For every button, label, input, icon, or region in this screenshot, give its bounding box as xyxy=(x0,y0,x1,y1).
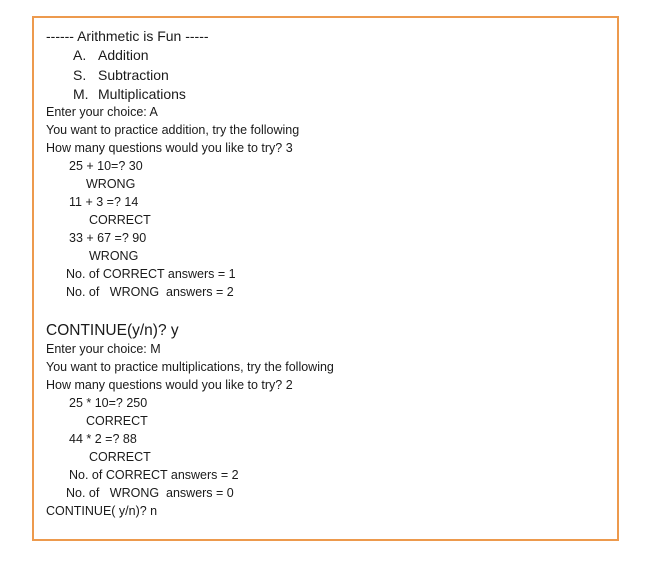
session2-result-1: CORRECT xyxy=(86,414,148,428)
session1-howmany: How many questions would you like to try? 3 xyxy=(46,141,293,155)
session2-howmany: How many questions would you like to try? 2 xyxy=(46,378,293,392)
session1-result-3: WRONG xyxy=(89,249,139,263)
session1-result-1: WRONG xyxy=(86,177,136,191)
session2-question-2: 44 * 2 =? 88 xyxy=(69,432,137,446)
menu-key-m: M. xyxy=(73,86,89,102)
session1-wrong-count: No. of WRONG answers = 2 xyxy=(66,285,234,299)
session1-question-3: 33 + 67 =? 90 xyxy=(69,231,147,245)
session1-question-2: 11 + 3 =? 14 xyxy=(69,195,139,209)
menu-key-a: A. xyxy=(73,47,87,63)
session1-correct-count: No. of CORRECT answers = 1 xyxy=(66,267,236,281)
session1-choice: Enter your choice: A xyxy=(46,105,158,119)
session2-result-2: CORRECT xyxy=(89,450,151,464)
session1-continue-prompt: CONTINUE(y/n)? y xyxy=(46,322,179,339)
session1-result-2: CORRECT xyxy=(89,213,151,227)
session2-choice: Enter your choice: M xyxy=(46,342,161,356)
session2-question-1: 25 * 10=? 250 xyxy=(69,396,148,410)
program-title: ------ Arithmetic is Fun ----- xyxy=(46,28,209,44)
session2-continue-prompt: CONTINUE( y/n)? n xyxy=(46,504,158,518)
session2-intro: You want to practice multiplications, try the following xyxy=(46,360,334,374)
session2-wrong-count: No. of WRONG answers = 0 xyxy=(66,486,234,500)
menu-label-addition: Addition xyxy=(98,47,149,63)
session1-intro: You want to practice addition, try the following xyxy=(46,123,300,137)
session1-question-1: 25 + 10=? 30 xyxy=(69,159,143,173)
menu-key-s: S. xyxy=(73,67,87,83)
menu-label-multiplications: Multiplications xyxy=(98,86,186,102)
session2-correct-count: No. of CORRECT answers = 2 xyxy=(69,468,239,482)
menu-label-subtraction: Subtraction xyxy=(98,67,169,83)
